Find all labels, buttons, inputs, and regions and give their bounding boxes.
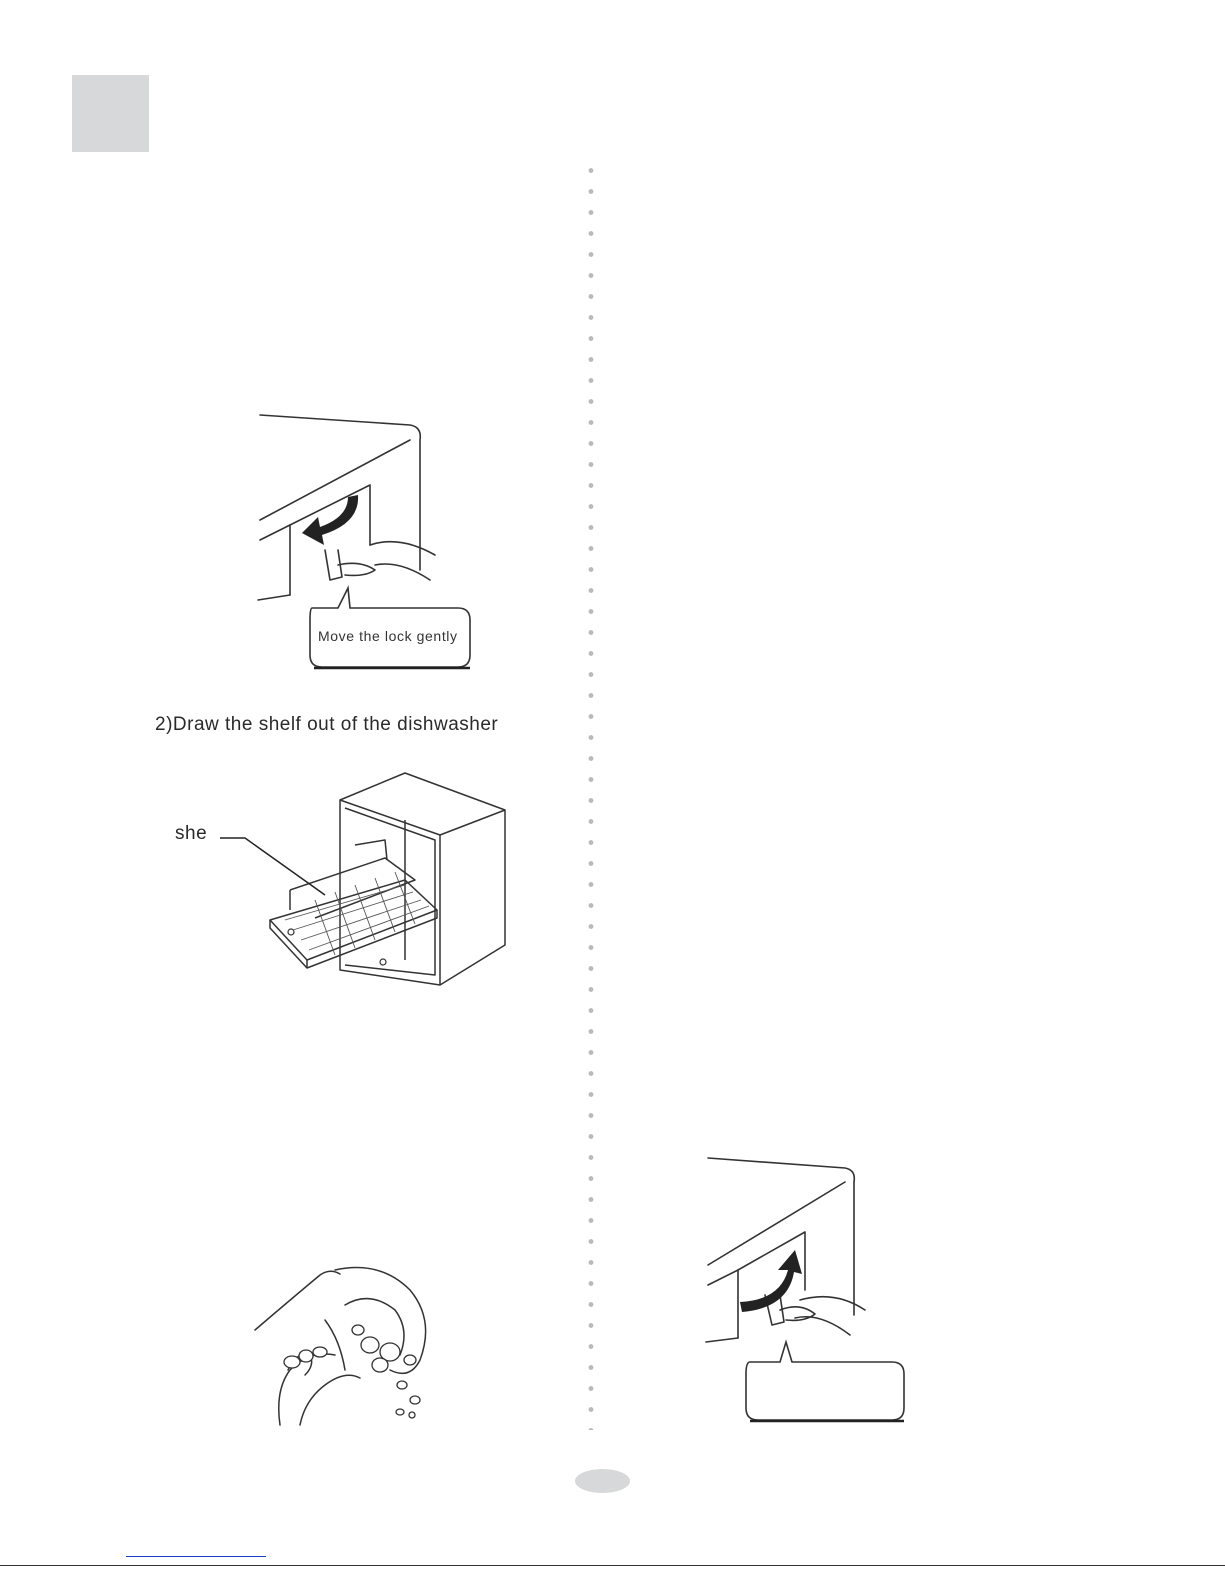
section-marker-box: [72, 75, 149, 152]
step-2-caption: 2)Draw the shelf out of the dishwasher: [155, 714, 499, 735]
page-number-oval: [575, 1469, 630, 1493]
figure-dishwasher-shelf: [215, 770, 515, 995]
figure-hands-cleaning: [250, 1260, 440, 1430]
footer-rule: [0, 1565, 1225, 1566]
column-divider: [588, 160, 594, 1430]
shelf-label: she: [175, 823, 208, 844]
curved-arrow-left-icon: [302, 495, 358, 545]
lock-callout-text: Move the lock gently: [318, 628, 458, 644]
curved-arrow-up-icon: [740, 1250, 802, 1312]
footer-link[interactable]: [126, 1556, 266, 1557]
figure-lock-close: [700, 1150, 920, 1430]
